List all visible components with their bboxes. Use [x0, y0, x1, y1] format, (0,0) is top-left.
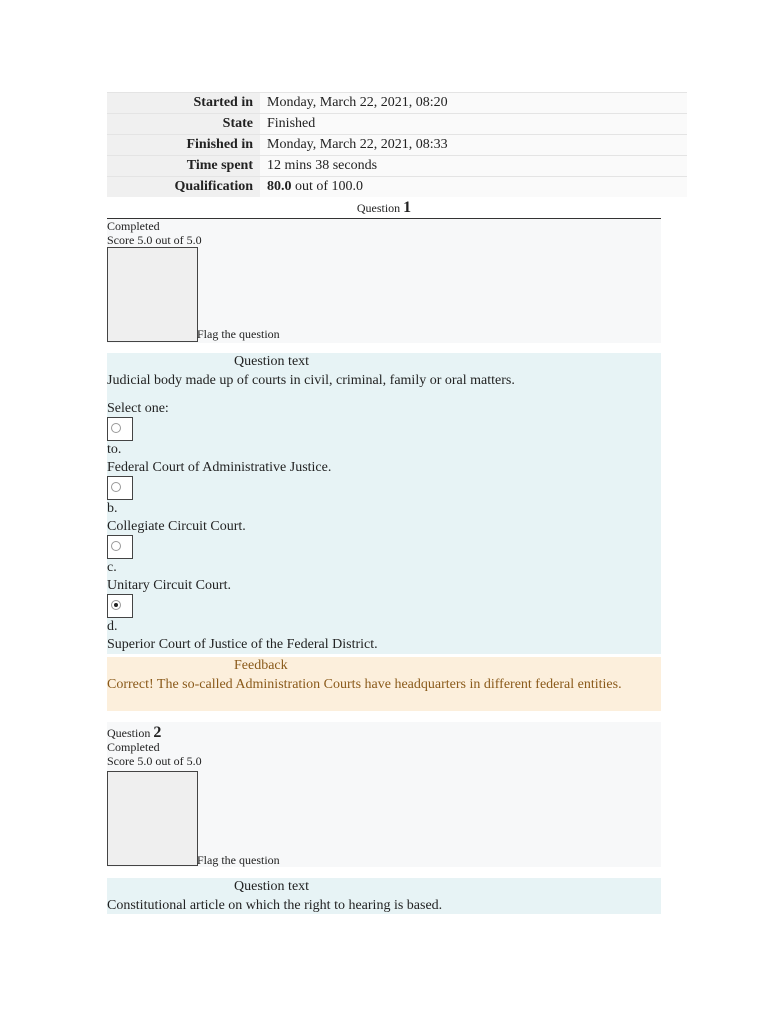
question-2-heading: [107, 726, 661, 740]
question-score: Score 5.0 out of 5.0: [107, 233, 202, 247]
summary-value: Monday, March 22, 2021, 08:33: [260, 135, 687, 156]
radio-icon: [111, 423, 121, 433]
summary-value: 12 mins 38 seconds: [260, 156, 687, 177]
question-text-heading: Question text: [234, 354, 310, 369]
question-1-info: [107, 219, 661, 343]
question-text: Judicial body made up of courts in civil, criminal, family or oral matters.: [107, 373, 515, 388]
answer-text[interactable]: Collegiate Circuit Court.: [107, 519, 246, 534]
summary-value: Monday, March 22, 2021, 08:20: [260, 93, 687, 114]
answer-radio-d[interactable]: [107, 594, 133, 618]
summary-value: Finished: [260, 114, 687, 135]
question-1-heading: [107, 198, 661, 219]
flag-question-link[interactable]: Flag the question: [197, 853, 280, 867]
question-text-heading: Question text: [234, 879, 310, 894]
radio-selected-icon: [111, 600, 121, 610]
radio-icon: [111, 482, 121, 492]
answer-letter: b.: [107, 501, 118, 516]
summary-value: [260, 177, 687, 198]
flag-icon[interactable]: [107, 247, 198, 342]
attempt-summary-table: [107, 92, 687, 197]
answer-radio-b[interactable]: [107, 476, 133, 500]
answer-text[interactable]: Superior Court of Justice of the Federal District.: [107, 637, 378, 652]
summary-label: Qualification: [107, 177, 260, 198]
answer-radio-c[interactable]: [107, 535, 133, 559]
answer-radio-a[interactable]: [107, 417, 133, 441]
question-1-feedback: [107, 657, 661, 711]
summary-row-finished: [107, 135, 687, 156]
question-status: Completed: [107, 219, 160, 233]
summary-label: Time spent: [107, 156, 260, 177]
question-prefix: Question: [356, 201, 401, 215]
question-number: 2: [153, 724, 162, 741]
question-number: 1: [403, 199, 412, 216]
summary-label: Started in: [107, 93, 260, 114]
question-text: Constitutional article on which the right to hearing is based.: [107, 898, 443, 913]
answer-letter: c.: [107, 560, 117, 575]
question-prefix: Question: [107, 726, 151, 740]
grade-value: 80.0: [267, 179, 292, 194]
question-2-info: [107, 722, 661, 867]
flag-question-link[interactable]: Flag the question: [197, 327, 280, 341]
question-2-content: [107, 878, 661, 914]
summary-row-qualification: [107, 177, 687, 198]
feedback-text: Correct! The so-called Administration Courts have headquarters in different federal entities.: [107, 677, 622, 692]
radio-icon: [111, 541, 121, 551]
question-status: Completed: [107, 740, 160, 754]
summary-row-state: [107, 114, 687, 135]
summary-row-time-spent: [107, 156, 687, 177]
select-one-label: Select one:: [107, 401, 169, 416]
question-score: Score 5.0 out of 5.0: [107, 754, 202, 768]
answer-letter: to.: [107, 442, 122, 457]
answer-text[interactable]: Federal Court of Administrative Justice.: [107, 460, 332, 475]
summary-label: State: [107, 114, 260, 135]
summary-label: Finished in: [107, 135, 260, 156]
question-1-content: [107, 353, 661, 654]
summary-row-started: [107, 93, 687, 114]
grade-max: out of 100.0: [291, 179, 364, 194]
flag-icon[interactable]: [107, 771, 198, 866]
answer-text[interactable]: Unitary Circuit Court.: [107, 578, 232, 593]
answer-letter: d.: [107, 619, 118, 634]
feedback-heading: Feedback: [234, 658, 288, 673]
